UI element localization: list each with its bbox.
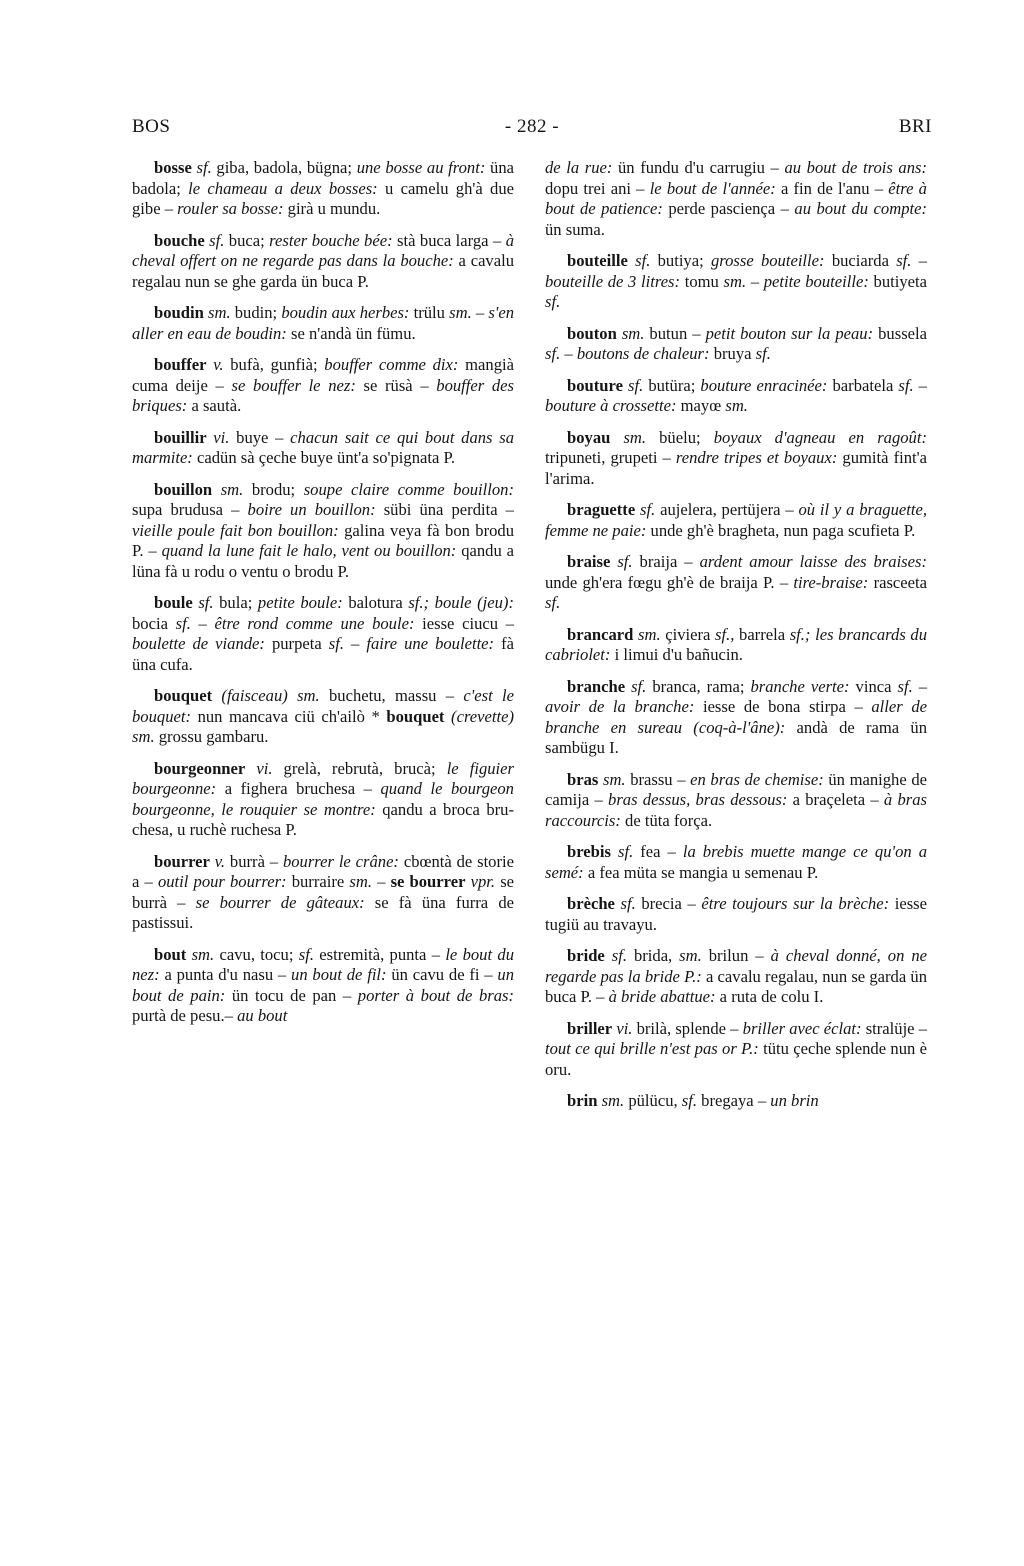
french-phrase: grosse bouteille: xyxy=(710,251,825,270)
definition-text: fea – xyxy=(633,842,683,861)
grammar-tag: v. xyxy=(214,851,226,871)
french-phrase: tire-braise: xyxy=(793,572,869,592)
grammar-tag: sf. xyxy=(897,676,913,696)
grammar-tag: sm. xyxy=(602,769,626,789)
grammar-tag: vi. xyxy=(213,427,230,447)
definition-text: braija – xyxy=(632,552,700,571)
definition-text: se burrà – xyxy=(132,872,515,912)
definition-text: andà de rama ün sambügu I. xyxy=(545,717,927,757)
definition-text: bussela xyxy=(873,323,927,343)
headword: boule xyxy=(154,593,193,612)
definition-text: barrela xyxy=(734,624,790,644)
definition-text: qandu a broca bruchesa, u ruchè ruchesa P. xyxy=(132,799,514,839)
definition-text: supa brudusa – xyxy=(132,500,248,519)
headword: bouche xyxy=(154,230,205,250)
dictionary-entry xyxy=(545,677,927,759)
definition-text: giba, badola, bügna; xyxy=(211,158,357,177)
grammar-tag: sm. xyxy=(208,303,231,322)
grammar-tag: sf. xyxy=(175,613,191,633)
headword: boyau xyxy=(567,427,611,447)
dictionary-entry xyxy=(545,770,927,832)
dictionary-entry xyxy=(132,593,514,675)
french-phrase: être rond comme une boule: xyxy=(214,613,415,633)
definition-text: ün tocu de pan – xyxy=(225,985,358,1005)
dictionary-entry xyxy=(545,1019,927,1081)
french-phrase: petit bouton sur la peau: xyxy=(705,323,874,343)
page-number: - 282 - xyxy=(504,116,560,137)
french-phrase: rester bouche bée: xyxy=(269,230,393,250)
french-phrase: ardent amour laisse des braises: xyxy=(699,552,927,571)
dictionary-entry-continued xyxy=(545,158,927,240)
grammar-tag: sf., xyxy=(715,624,735,644)
grammar-tag: sf. xyxy=(681,1091,698,1110)
definition-text: gumità fint'a l'arima. xyxy=(545,448,927,488)
definition-text: de tüta força. xyxy=(620,810,713,830)
french-phrase: (crevette) xyxy=(451,706,514,726)
definition-text: a fighera bruchesa – xyxy=(216,779,381,798)
dictionary-entry xyxy=(545,1091,927,1112)
headword: brancard xyxy=(567,624,634,644)
definition-text: bufà, gunfià; xyxy=(223,355,325,374)
dictionary-entry xyxy=(132,480,514,583)
definition-text: estremità, punta – xyxy=(313,944,446,964)
french-phrase: boutons de chaleur: xyxy=(576,344,710,363)
headword: braise xyxy=(567,552,611,571)
french-phrase: bourrer le crâne: xyxy=(282,851,399,871)
definition-text: cavu, tocu; xyxy=(214,944,299,964)
french-phrase: quand le bourgeon bourgeonne, le rouquier se montre: xyxy=(132,779,514,819)
definition-text: mayœ xyxy=(676,396,726,415)
dictionary-entry xyxy=(545,376,927,417)
french-phrase: bouffer des briques: xyxy=(132,375,514,415)
definition-text: unde gh'è bragheta, nun paga scufieta P. xyxy=(646,520,916,540)
dictionary-entry xyxy=(132,355,514,417)
dictionary-entry xyxy=(545,251,927,313)
dictionary-entry xyxy=(132,303,514,344)
definition-text: aujelera, pertüjera – xyxy=(655,500,799,519)
definition-text: a punta d'u nasu – xyxy=(159,965,292,984)
definition-text: a sautà. xyxy=(187,396,242,415)
definition-text: galina veya fà bon brodu P. – xyxy=(132,520,514,560)
definition-text: u camelu gh'à due gibe – xyxy=(132,178,514,218)
definition-text: bula; xyxy=(213,593,258,612)
definition-text: buciarda xyxy=(824,251,897,270)
definition-text: se fà üna furra de pastissui. xyxy=(132,892,514,932)
grammar-tag: sf. xyxy=(209,230,225,250)
definition-text: tripuneti, grupeti – xyxy=(545,448,676,467)
french-phrase: en bras de chemise: xyxy=(690,769,824,789)
french-phrase: au bout xyxy=(237,1006,288,1025)
definition-text: rasceeta xyxy=(868,572,927,592)
definition-text: brodu; xyxy=(243,479,304,499)
definition-text: a fea müta se mangia u semenau P. xyxy=(583,862,819,882)
grammar-tag: sf. xyxy=(631,676,647,696)
headword: bout xyxy=(154,944,187,964)
dictionary-entry xyxy=(132,231,514,293)
french-phrase: boudin aux herbes: xyxy=(281,303,410,322)
headword: brebis xyxy=(567,842,611,861)
definition-text: iesse de bona stirpa – xyxy=(694,697,872,716)
french-phrase: bouffer comme dix: xyxy=(324,355,459,374)
definition-text: ün fundu d'u carrugiu – xyxy=(612,158,785,177)
grammar-tag: sf. xyxy=(896,251,912,270)
dictionary-entry xyxy=(132,686,514,748)
definition-text: – xyxy=(913,375,927,395)
french-phrase: bras dessus, bras dessous: xyxy=(608,790,788,809)
definition-text: stralüje – xyxy=(861,1018,928,1038)
french-phrase: faire une boulette: xyxy=(366,634,495,653)
definition-text: butüra; xyxy=(643,375,701,395)
definition-text: mangià cuma deije – xyxy=(132,355,514,395)
headword: bourgeonner xyxy=(154,758,246,778)
french-phrase: au bout de trois ans: xyxy=(784,158,927,177)
running-head-left: BOS xyxy=(132,116,171,137)
definition-text: cbœntà de storie a – xyxy=(132,851,514,891)
grammar-tag: vi. xyxy=(256,758,273,778)
grammar-tag: sf. xyxy=(898,375,914,395)
definition-text xyxy=(245,759,256,778)
french-phrase: un bout de fil: xyxy=(291,965,387,984)
french-phrase: s'en aller en eau de boudin: xyxy=(132,303,515,343)
french-phrase: à cheval offert on ne regarde pas dans la bouche: xyxy=(132,230,514,270)
definition-text: dopu trei ani – xyxy=(545,178,650,198)
grammar-tag: sf. xyxy=(545,344,561,363)
grammar-tag: sf. xyxy=(620,894,636,913)
definition-text: – xyxy=(343,634,367,653)
definition-text: se rüsà – xyxy=(355,375,437,395)
grammar-tag: sf. xyxy=(618,842,634,861)
headword: briller xyxy=(567,1018,613,1038)
french-phrase: rouler sa bosse: xyxy=(177,199,284,218)
grammar-tag: sm. xyxy=(638,624,661,644)
headword: bouteille xyxy=(567,251,628,270)
definition-text: a fin de l'anu – xyxy=(775,178,889,198)
definition-text: çiviera xyxy=(660,624,716,644)
definition-text: – xyxy=(560,344,577,363)
definition-text: qandu a lüna fà u rodu o ventu o brodu P. xyxy=(132,541,514,581)
page-header xyxy=(132,116,932,146)
french-phrase: à cheval donné, on ne regarde pas la bride P.: xyxy=(545,946,927,986)
right-column xyxy=(545,158,927,1123)
definition-text xyxy=(605,946,612,965)
definition-text: tomu xyxy=(680,271,724,291)
headword: bosse xyxy=(154,158,192,177)
dictionary-entry xyxy=(132,158,514,220)
definition-text: ün suma. xyxy=(545,219,605,239)
french-phrase: de la rue: xyxy=(545,158,613,177)
definition-text: grelà, rebrutà, brucà; xyxy=(272,758,447,778)
definition-text: buca; xyxy=(224,230,270,250)
french-phrase: un brin xyxy=(770,1091,819,1110)
definition-text: büelu; xyxy=(646,427,714,447)
definition-text: – xyxy=(471,303,489,322)
grammar-tag: sf.; xyxy=(789,624,811,644)
grammar-tag: sf. xyxy=(640,500,656,519)
definition-text: a ruta de colu I. xyxy=(715,987,824,1006)
grammar-tag: sf. xyxy=(755,344,771,363)
headword: bride xyxy=(567,946,605,965)
dictionary-entry xyxy=(132,852,514,934)
grammar-tag: sm. xyxy=(220,479,244,499)
french-phrase: bouture à crossette: xyxy=(545,396,677,415)
definition-text: brecia – xyxy=(635,894,702,913)
headword: bouquet xyxy=(154,686,213,705)
definition-text: – xyxy=(746,271,764,291)
french-phrase: un bout de pain: xyxy=(132,965,515,1005)
french-phrase: chacun sait ce qui bout dans sa marmite: xyxy=(132,427,514,467)
grammar-tag: sm. xyxy=(621,323,645,343)
definition-text: se n'andà ün fümu. xyxy=(286,323,416,343)
definition-text: bruya xyxy=(709,344,756,363)
french-phrase: une bosse au front: xyxy=(356,158,486,177)
definition-text: branca, rama; xyxy=(646,676,751,696)
definition-text: iesse tugiü au travayu. xyxy=(545,894,927,934)
definition-text: purpeta xyxy=(264,634,329,653)
definition-text: – xyxy=(912,676,928,696)
grammar-tag: sf. xyxy=(198,593,214,612)
definition-text xyxy=(611,842,618,861)
dictionary-entry xyxy=(132,428,514,469)
grammar-tag: sm. xyxy=(723,271,747,291)
french-phrase: rendre tripes et boyaux: xyxy=(675,448,838,467)
definition-text: brilà, splende – xyxy=(632,1018,743,1038)
grammar-tag: vi. xyxy=(616,1018,633,1038)
headword: bouture xyxy=(567,375,623,395)
french-phrase: quand la lune fait le halo, vent ou bouillon: xyxy=(161,541,457,560)
french-phrase: outil pour bourrer: xyxy=(157,872,287,891)
definition-text: – xyxy=(911,251,928,270)
french-phrase: soupe claire comme bouillon: xyxy=(303,479,515,499)
definition-text xyxy=(288,686,297,705)
grammar-tag: sf. xyxy=(328,634,344,653)
dictionary-entry xyxy=(545,428,927,490)
headword: boudin xyxy=(154,303,204,322)
grammar-tag: sm. xyxy=(725,396,748,415)
grammar-tag: vpr. xyxy=(470,872,496,891)
definition-text: bocia xyxy=(132,613,176,633)
definition-text: a cavalu regalau, nun se garda ün buca P. – xyxy=(545,966,927,1006)
dictionary-entry xyxy=(545,946,927,1008)
grammar-tag: sf. xyxy=(545,593,561,612)
french-phrase: boule (jeu): xyxy=(434,593,514,612)
definition-text: girà u mundu. xyxy=(283,199,381,218)
grammar-tag: sf. xyxy=(611,946,627,965)
french-phrase: à bras raccourcis: xyxy=(545,790,927,830)
definition-text: balotura xyxy=(342,593,409,612)
headword: bourrer xyxy=(154,851,210,871)
dictionary-entry xyxy=(545,552,927,614)
definition-text: barbatela xyxy=(827,375,899,395)
dictionary-entry xyxy=(545,842,927,883)
french-phrase: à bride abattue: xyxy=(608,987,716,1006)
definition-text: ün cavu de fi – xyxy=(386,965,498,984)
definition-text: budin; xyxy=(230,303,282,322)
headword: branche xyxy=(567,676,626,696)
headword: brèche xyxy=(567,894,615,913)
french-phrase: être toujours sur la brèche: xyxy=(701,894,890,913)
grammar-tag: sm. xyxy=(191,944,215,964)
dictionary-entry xyxy=(545,894,927,935)
french-phrase: vieille poule fait bon bouillon: xyxy=(132,520,339,540)
french-phrase: briller avec éclat: xyxy=(742,1018,862,1038)
headword: bras xyxy=(567,769,599,789)
headword: braguette xyxy=(567,500,636,519)
definition-text: butiya; xyxy=(650,251,711,270)
headword: bouillon xyxy=(154,479,213,499)
running-head-right: BRI xyxy=(898,116,932,137)
definition-text: cadün sà çeche buye ünt'a so'pignata P. xyxy=(192,448,456,467)
definition-text: brida, xyxy=(627,946,680,965)
headword: brin xyxy=(567,1091,598,1110)
grammar-tag: sf. xyxy=(635,251,651,270)
french-phrase: boyaux d'agneau en ragoût: xyxy=(713,427,927,447)
dictionary-entry xyxy=(545,625,927,666)
definition-text: – xyxy=(371,872,391,891)
dictionary-entry xyxy=(132,945,514,1027)
definition-text: trülu xyxy=(409,303,450,322)
definition-text: i limui d'u bañucin. xyxy=(610,645,743,664)
definition-text: butun – xyxy=(644,323,706,343)
headword: bouquet xyxy=(386,706,445,726)
definition-text: – xyxy=(190,613,215,633)
definition-text: perde pasciença – xyxy=(662,199,795,218)
definition-text: butiyeta xyxy=(868,271,927,291)
grammar-tag: v. xyxy=(213,355,224,374)
definition-text: a braçeleta – xyxy=(787,790,884,809)
grammar-tag: sm. xyxy=(679,946,702,965)
french-phrase: petite bouteille: xyxy=(763,271,869,291)
definition-text xyxy=(212,480,221,499)
dictionary-entry xyxy=(545,324,927,365)
definition-text: nun mancava ciü ch'ailò * xyxy=(191,706,387,726)
french-phrase: au bout du compte: xyxy=(794,199,927,218)
grammar-tag: sf. xyxy=(628,375,644,395)
french-phrase: boulette de viande: xyxy=(132,634,265,653)
grammar-tag: sm. xyxy=(349,872,372,891)
definition-text: ün manighe de camija – xyxy=(545,769,927,809)
french-phrase: le figuier bourgeonne: xyxy=(132,758,514,798)
grammar-tag: sm. xyxy=(132,727,155,746)
french-phrase: boire un bouillon: xyxy=(247,500,376,519)
definition-text: brassu – xyxy=(625,769,691,789)
french-phrase: la brebis muette mange ce qu'on a semé: xyxy=(545,842,927,882)
grammar-tag: sf.; xyxy=(408,593,430,612)
definition-text: stà buca larga – xyxy=(392,230,506,250)
dictionary-entry xyxy=(132,759,514,841)
grammar-tag: sm. xyxy=(449,303,472,322)
definition-text: iesse ciucu – xyxy=(414,613,515,633)
definition-text xyxy=(610,428,623,447)
definition-text: brilun – xyxy=(701,946,771,965)
definition-text: burrà – xyxy=(225,851,283,871)
french-phrase: le bout du nez: xyxy=(132,944,514,984)
french-phrase: bouture enracinée: xyxy=(700,375,828,395)
french-phrase: branche verte: xyxy=(750,676,850,696)
french-phrase: se bourrer de gâteaux: xyxy=(195,892,365,912)
headword: bouffer xyxy=(154,355,207,374)
french-phrase: aller de branche en sureau (coq-à-l'âne): xyxy=(545,697,927,737)
definition-text: buye – xyxy=(229,427,291,447)
headword: bouillir xyxy=(154,427,207,447)
definition-text: pülücu, xyxy=(624,1091,682,1110)
french-phrase: bouteille de 3 litres: xyxy=(545,271,681,291)
definition-text: buchetu, massu – xyxy=(319,686,464,705)
french-phrase: le bout de l'année: xyxy=(649,178,776,198)
definition-text: tütu çeche splende nun è oru. xyxy=(545,1039,927,1079)
grammar-tag: sm. xyxy=(623,427,647,447)
headword: se bourrer xyxy=(390,872,466,891)
grammar-tag: sm. xyxy=(601,1091,625,1110)
grammar-tag: sm. xyxy=(297,686,320,705)
definition-text: unde gh'era fœgu gh'è de braija P. – xyxy=(545,572,794,592)
definition-text: vinca xyxy=(849,676,898,696)
definition-text: sübi üna perdita – xyxy=(375,500,514,519)
dictionary-entry xyxy=(545,500,927,541)
french-phrase: se bouffer le nez: xyxy=(231,375,356,395)
grammar-tag: sf. xyxy=(298,944,314,964)
definition-text: purtà de pesu.– xyxy=(132,1006,238,1025)
definition-text: üna badola; xyxy=(132,158,514,198)
french-phrase: c'est le bouquet: xyxy=(132,686,514,726)
grammar-tag: sf. xyxy=(196,158,212,177)
headword: bouton xyxy=(567,323,617,343)
french-phrase: (faisceau) xyxy=(221,686,288,705)
definition-text: grossu gambaru. xyxy=(154,727,269,746)
left-column xyxy=(132,158,514,1038)
grammar-tag: sf. xyxy=(617,552,633,571)
definition-text: fà üna cufa. xyxy=(132,634,514,674)
french-phrase: le chameau a deux bosses: xyxy=(188,178,378,198)
french-phrase: où il y a braguette, femme ne paie: xyxy=(545,500,927,540)
grammar-tag: sf. xyxy=(545,292,561,311)
french-phrase: porter à bout de bras: xyxy=(357,985,514,1005)
definition-text: a cavalu regalau nun se ghe garda ün buca P. xyxy=(132,251,514,291)
definition-text: burraire xyxy=(286,872,350,891)
french-phrase: les brancards du cabriolet: xyxy=(545,624,928,664)
french-phrase: petite boule: xyxy=(257,593,343,612)
french-phrase: être à bout de patience: xyxy=(545,178,927,218)
definition-text: bregaya – xyxy=(697,1091,771,1110)
french-phrase: tout ce qui brille n'est pas or P.: xyxy=(545,1039,759,1058)
french-phrase: avoir de la branche: xyxy=(545,697,695,716)
